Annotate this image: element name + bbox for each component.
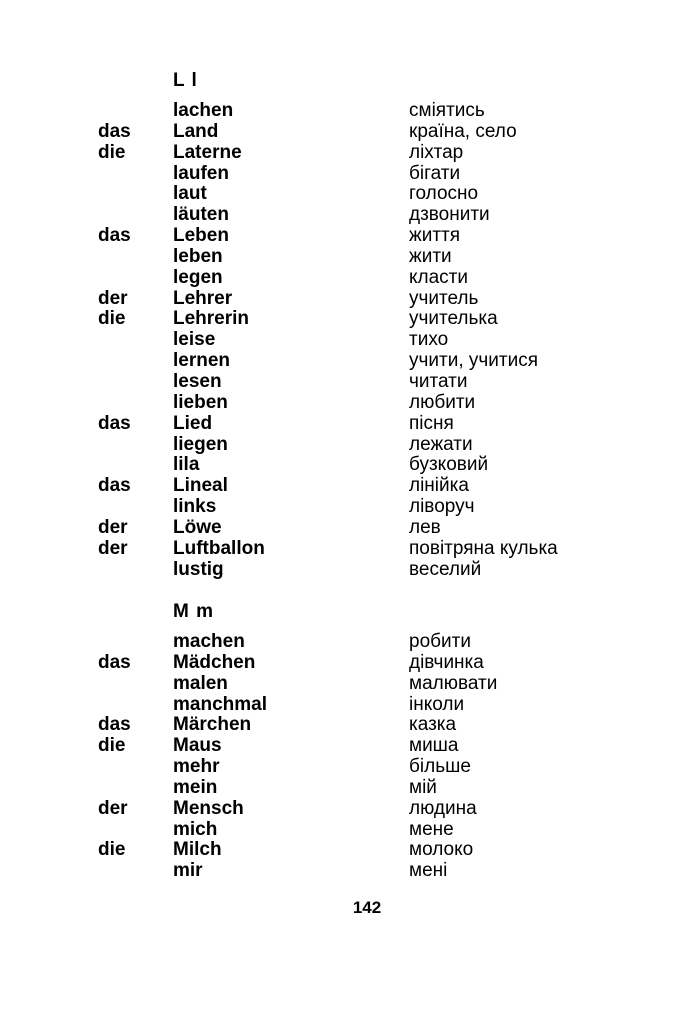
entry-word: Lehrer [173,287,233,309]
entry-translation: інколи [409,693,465,715]
dictionary-entry [0,652,700,673]
page-number: 142 [352,898,382,917]
dictionary-entry [0,454,700,475]
entry-article: das [98,651,131,673]
dictionary-entry [0,183,700,204]
entry-translation: любити [409,391,476,413]
entry-word: läuten [173,204,229,226]
entry-word: lieben [173,391,228,413]
entry-translation: мені [409,860,448,882]
entry-word: Mädchen [173,651,256,673]
entry-article: die [98,735,126,757]
dictionary-entry [0,329,700,350]
entry-word: Land [173,120,219,142]
dictionary-entry [0,475,700,496]
entry-translation: лев [409,516,441,538]
dictionary-entry [0,413,700,434]
entry-translation: лежати [409,433,473,455]
entry-translation: казка [409,714,457,736]
entry-word: Maus [173,735,222,757]
entry-article: die [98,141,126,163]
dictionary-entry [0,246,700,267]
section-heading-m: M m [173,601,214,622]
dictionary-entry [0,631,700,652]
dictionary-entry [0,163,700,184]
entry-article: das [98,225,131,247]
entry-translation: людина [409,797,477,819]
entry-article: die [98,308,126,330]
section-entries-m [0,631,700,881]
entry-word: Luftballon [173,537,265,559]
entry-word: lustig [173,558,224,580]
dictionary-entry [0,694,700,715]
entry-translation: робити [409,631,471,652]
dictionary-entry [0,839,700,860]
entry-translation: дзвонити [409,204,490,226]
dictionary-entry [0,517,700,538]
entry-translation: бігати [409,162,461,184]
entry-word: mir [173,860,203,882]
entry-word: leben [173,245,223,267]
entry-word: machen [173,631,245,652]
entry-word: Leben [173,225,229,247]
dictionary-entry [0,225,700,246]
entry-article: der [98,287,128,309]
entry-word: Lineal [173,475,228,497]
entry-word: mehr [173,756,220,778]
entry-translation: жити [409,245,452,267]
entry-word: mein [173,776,218,798]
entry-translation: учитель [409,287,479,309]
entry-translation: більше [409,756,471,778]
entry-translation: бузковий [409,454,489,476]
entry-translation: малювати [409,672,498,694]
entry-word: liegen [173,433,228,455]
entry-word: lernen [173,350,231,372]
entry-translation: ліворуч [409,496,475,518]
dictionary-entry [0,777,700,798]
entry-word: leise [173,329,216,351]
entry-translation: сміятись [409,100,485,121]
entry-translation: життя [409,225,461,247]
entry-article: der [98,537,128,559]
entry-article: das [98,475,131,497]
entry-translation: дівчинка [409,651,484,673]
entry-translation: читати [409,370,468,392]
entry-word: laufen [173,162,229,184]
dictionary-entry [0,142,700,163]
entry-word: malen [173,672,228,694]
entry-translation: мене [409,818,454,840]
entry-translation: лінійка [409,475,469,497]
dictionary-entry [0,673,700,694]
dictionary-entry [0,559,700,580]
entry-word: Löwe [173,516,222,538]
entry-article: das [98,714,131,736]
entry-translation: веселий [409,558,482,580]
entry-translation: ліхтар [409,141,464,163]
dictionary-entry [0,267,700,288]
dictionary-entry [0,434,700,455]
dictionary-entry [0,392,700,413]
entry-translation: класти [409,266,468,288]
entry-word: Laterne [173,141,242,163]
entry-word: links [173,496,217,518]
entry-translation: країна, село [409,120,517,142]
entry-translation: мій [409,776,437,798]
entry-article: der [98,516,128,538]
entry-word: lachen [173,100,234,121]
section-entries-l [0,100,700,579]
entry-article: das [98,412,131,434]
dictionary-entry [0,798,700,819]
dictionary-entry [0,204,700,225]
entry-word: manchmal [173,693,267,715]
dictionary-entry [0,100,700,121]
entry-article: die [98,839,126,861]
entry-word: Lied [173,412,213,434]
dictionary-entry [0,714,700,735]
dictionary-entry [0,371,700,392]
entry-word: lila [173,454,200,476]
dictionary-entry [0,735,700,756]
dictionary-entry [0,121,700,142]
entry-word: legen [173,266,223,288]
entry-article: das [98,120,131,142]
entry-translation: миша [409,735,459,757]
entry-translation: учителька [409,308,498,330]
dictionary-entry [0,496,700,517]
dictionary-entry [0,860,700,881]
entry-word: Märchen [173,714,252,736]
entry-word: mich [173,818,218,840]
entry-translation: учити, учитися [409,350,539,372]
entry-article: der [98,797,128,819]
dictionary-entry [0,538,700,559]
entry-word: Milch [173,839,222,861]
entry-translation: повітряна кулька [409,537,558,559]
entry-translation: пісня [409,412,454,434]
entry-word: Lehrerin [173,308,250,330]
dictionary-entry [0,308,700,329]
entry-translation: тихо [409,329,449,351]
dictionary-entry [0,819,700,840]
dictionary-entry [0,288,700,309]
dictionary-entry [0,756,700,777]
dictionary-entry [0,350,700,371]
section-heading-l: L l [173,70,198,91]
entry-word: lesen [173,370,222,392]
entry-word: Mensch [173,797,244,819]
entry-translation: молоко [409,839,474,861]
entry-word: laut [173,183,207,205]
entry-translation: голосно [409,183,479,205]
